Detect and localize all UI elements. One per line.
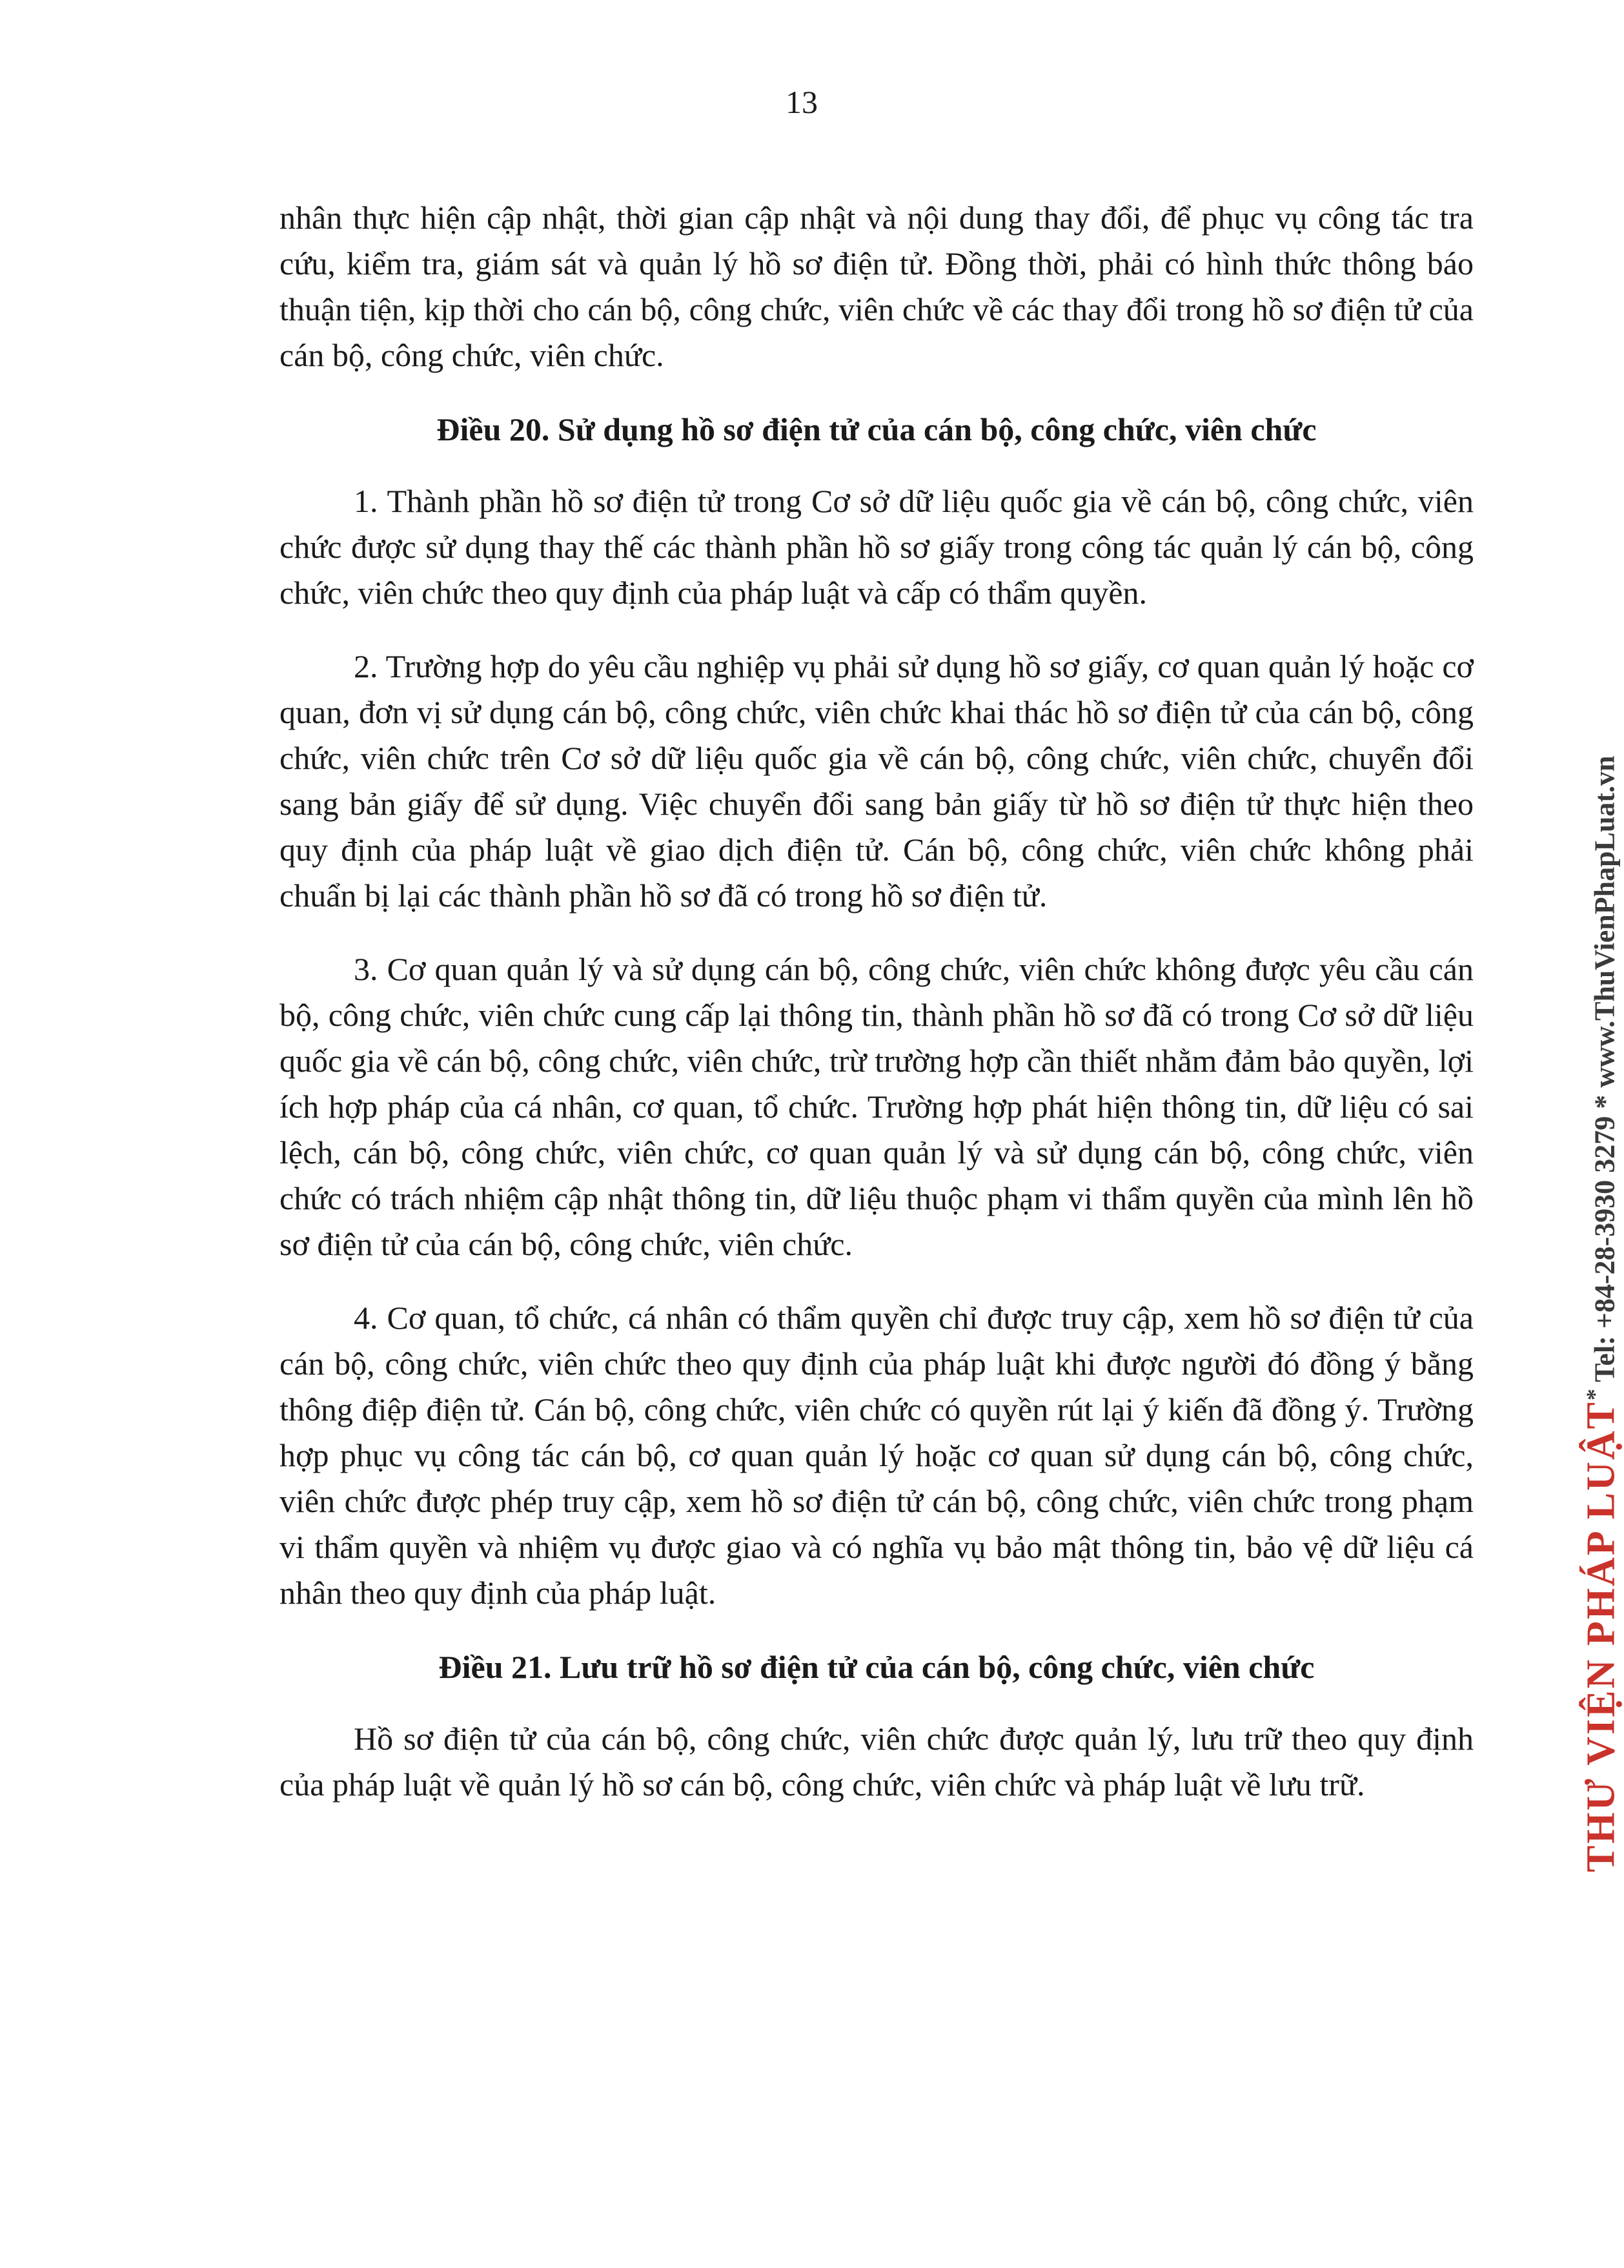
article-21-body: Hồ sơ điện tử của cán bộ, công chức, viên chức được quản lý, lưu trữ theo quy định của pháp luật về quản lý hồ sơ cán bộ, công chức, viên chức và pháp luật về lưu trữ.: [279, 1721, 1474, 1803]
article-20-clause-1: 1. Thành phần hồ sơ điện tử trong Cơ sở dữ liệu quốc gia về cán bộ, công chức, viên chức được sử dụng thay thế các thành phần hồ sơ giấy trong công tác quản lý cán bộ, công chức, viên chức theo quy định của pháp luật và cấp có thẩm quyền.: [279, 483, 1474, 611]
watermark-brand: THƯ VIỆN PHÁP LUẬT: [1579, 1400, 1623, 1872]
watermark-phone: Tel: +84-28-3930 3279: [1588, 1108, 1621, 1389]
article-20-clause-4: 4. Cơ quan, tổ chức, cá nhân có thẩm quyền chỉ được truy cập, xem hồ sơ điện tử của cán bộ, công chức, viên chức theo quy định của pháp luật khi được người đó đồng ý bằng thông điệp điện tử. Cán bộ, công chức, viên chức có quyền rút lại ý kiến đã đồng ý. Trường hợp phục vụ công tác cán bộ, cơ quan quản lý hoặc cơ quan sử dụng cán bộ, công chức, viên chức được phép truy cập, xem hồ sơ điện tử cán bộ, công chức, viên chức trong phạm vi thẩm quyền và nhiệm vụ được giao và có nghĩa vụ bảo mật thông tin, bảo vệ dữ liệu cá nhân theo quy định của pháp luật.: [279, 1300, 1474, 1611]
watermark-separator: *: [1588, 1094, 1621, 1109]
page-number: 13: [786, 84, 818, 120]
article-20-clause-2: 2. Trường hợp do yêu cầu nghiệp vụ phải sử dụng hồ sơ giấy, cơ quan quản lý hoặc cơ quan, đơn vị sử dụng cán bộ, công chức, viên chức khai thác hồ sơ điện tử của cán bộ, công chức, viên chức trên Cơ sở dữ liệu quốc gia về cán bộ, công chức, viên chức, chuyển đổi sang bản giấy để sử dụng. Việc chuyển đổi sang bản giấy từ hồ sơ điện tử thực hiện theo quy định của pháp luật về giao dịch điện tử. Cán bộ, công chức, viên chức không phải chuẩn bị lại các thành phần hồ sơ đã có trong hồ sơ điện tử.: [279, 648, 1474, 914]
document-body: [279, 195, 1474, 1808]
intro-paragraph: nhân thực hiện cập nhật, thời gian cập nhật và nội dung thay đổi, để phục vụ công tác tra cứu, kiểm tra, giám sát và quản lý hồ sơ điện tử. Đồng thời, phải có hình thức thông báo thuận tiện, kịp thời cho cán bộ, công chức, viên chức về các thay đổi trong hồ sơ điện tử của cán bộ, công chức, viên chức.: [279, 199, 1474, 373]
watermark-website: www.ThuVienPhapLuat.vn: [1588, 755, 1621, 1095]
article-21-heading: Điều 21. Lưu trữ hồ sơ điện tử của cán bộ, công chức, viên chức: [438, 1649, 1315, 1685]
article-20-heading: Điều 20. Sử dụng hồ sơ điện tử của cán bộ, công chức, viên chức: [436, 411, 1317, 447]
watermark: [1575, 755, 1624, 1872]
article-20-clause-3: 3. Cơ quan quản lý và sử dụng cán bộ, công chức, viên chức không được yêu cầu cán bộ, công chức, viên chức cung cấp lại thông tin, thành phần hồ sơ đã có trong Cơ sở dữ liệu quốc gia về cán bộ, công chức, viên chức, trừ trường hợp cần thiết nhằm đảm bảo quyền, lợi ích hợp pháp của cá nhân, cơ quan, tổ chức. Trường hợp phát hiện thông tin, dữ liệu có sai lệch, cán bộ, công chức, viên chức, cơ quan quản lý và sử dụng cán bộ, công chức, viên chức có trách nhiệm cập nhật thông tin, dữ liệu thuộc phạm vi thẩm quyền của mình lên hồ sơ điện tử của cán bộ, công chức, viên chức.: [279, 951, 1474, 1262]
watermark-star: *: [1581, 1389, 1607, 1401]
